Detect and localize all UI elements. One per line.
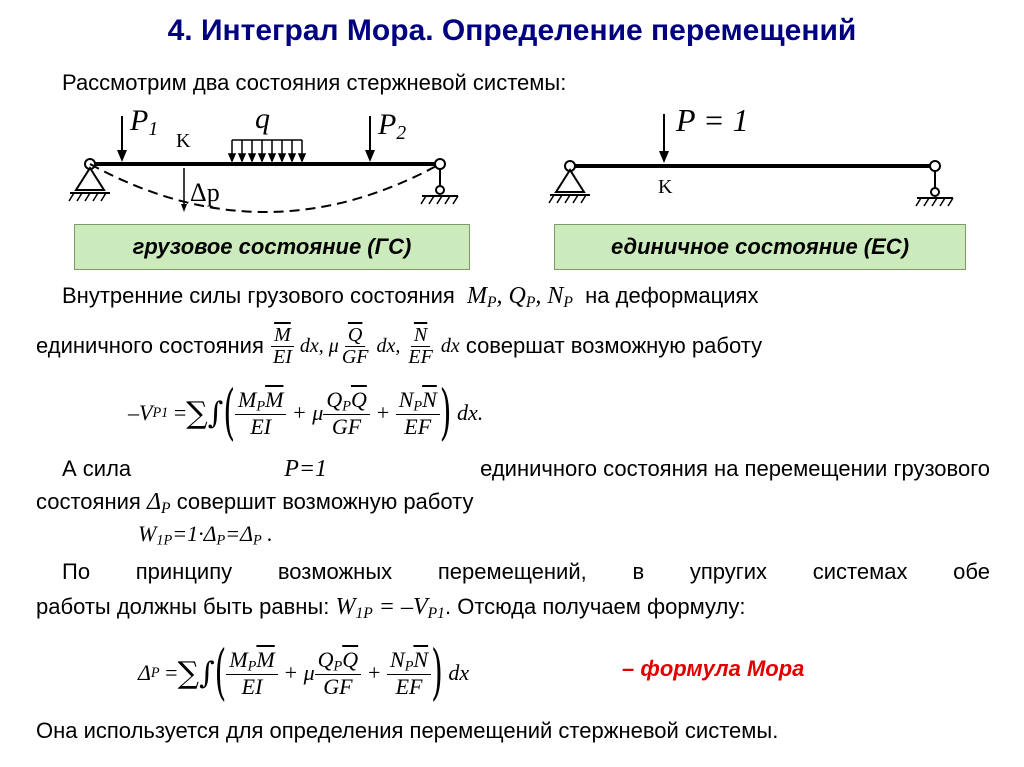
principle-line1: По принципу возможных перемещений, в упругих системах обе bbox=[62, 559, 990, 584]
unit-force-line2: состояния $\Delta_P$ совершит возможную работу bbox=[36, 489, 474, 517]
load-state-box: грузовое состояние (ГС) bbox=[74, 224, 470, 270]
internal-forces-line2: единичного состояния $\frac{\overline{M}}{EI}$ dx, μ $\frac{\overline{Q}}{GF}$ dx, $\frac{\overline{N}}{EF}$ dx совершат возможную работу bbox=[36, 323, 763, 368]
unit-work-formula: $W_{1P}=1\cdot\Delta_P=\Delta_P$ . bbox=[138, 521, 273, 549]
load-p2-label: $P_2$ bbox=[378, 108, 407, 144]
mohr-formula: Δ P = ∑∫ ( $\frac{M_P\overline{M}}{EI}$ + μ $\frac{Q_P\overline{Q}}{GF}$ + $\frac{N_P\overline{N}}{EF}$ ) dx bbox=[138, 638, 470, 708]
page-title: 4. Интеграл Мора. Определение перемещений bbox=[167, 14, 857, 47]
unit-force-line1: А сила P=1 единичного состояния на перемещении грузового bbox=[62, 456, 990, 482]
unit-force-label: P = 1 bbox=[676, 102, 749, 138]
unit-state-diagram bbox=[540, 100, 960, 220]
virtual-work-formula: –V P1 = ∑∫ ( $\frac{M_P\overline{M}}{EI}$ + μ $\frac{Q_P\overline{Q}}{GF}$ + $\frac{N_P\overline{N}}{EF}$ ) dx. bbox=[128, 378, 484, 448]
unit-state-box: единичное состояние (ЕС) bbox=[554, 224, 966, 270]
unit-point-k-label: K bbox=[658, 176, 673, 198]
deflection-label: Δp bbox=[190, 178, 220, 207]
point-k-label: K bbox=[176, 130, 191, 152]
intro-text: Рассмотрим два состояния стержневой системы: bbox=[62, 70, 567, 95]
principle-line2: работы должны быть равны: $W_{1P} = -V_{P1}$. Отсюда получаем формулу: bbox=[36, 594, 746, 622]
closing-text: Она используется для определения перемещений стержневой системы. bbox=[36, 718, 779, 743]
mohr-formula-label: – формула Мора bbox=[622, 656, 805, 681]
load-p1-label: $P_1$ bbox=[130, 104, 159, 140]
distributed-load-q-label: q bbox=[255, 102, 270, 135]
internal-forces-line1: Внутренние силы грузового состояния $M_P$, $Q_P$, $N_P$ на деформациях bbox=[62, 283, 759, 311]
